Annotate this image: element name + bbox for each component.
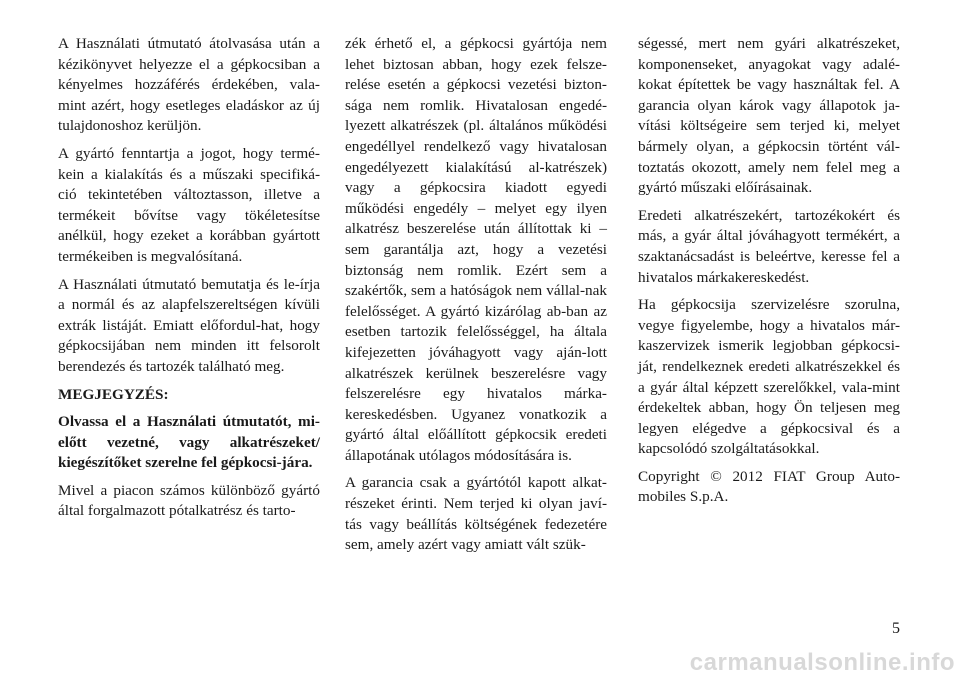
text-column-2 [345, 34, 607, 563]
watermark-text: carmanualsonline.info [689, 649, 955, 676]
paragraph: A gyártó fenntartja a jogot, hogy termé-kein a kialakítás és a műszaki specifiká-ció tekintetében változtasson, illetve a termékeit bővítse vagy tökéletesítse anélkül, hogy ezeket a korábban gyártott termékeiben is megvalósítaná. [58, 144, 320, 265]
note-heading: MEGJEGYZÉS: [58, 385, 169, 403]
copyright-text: Copyright © 2012 FIAT Group Auto-mobiles S.p.A. [638, 467, 900, 506]
paragraph: ségessé, mert nem gyári alkatrészeket, komponenseket, anyagokat vagy adalé-kokat építettek be vagy használtak fel. A garancia olyan károk vagy állapotok ja-vítási költségeire sem terjed ki, melyet bármely olyan, a gépkocsin történt vál-toztatás okozott, amely nem felel meg a gyártó műszaki előírásainak. [638, 35, 900, 197]
paragraph: A Használati útmutató bemutatja és le-írja a normál és az alapfelszereltségen kívüli extrák listáját. Emiatt előfordul-hat, hogy gépkocsijában nem minden itt felsorolt berendezés és tartozék található meg. [58, 275, 320, 375]
text-column-3 [638, 34, 900, 515]
paragraph: Eredeti alkatrészekért, tartozékokért és más, a gyár által jóváhagyott termékért, a szaktanácsadást is beleértve, keresse fel a hivatalos márkakereskedést. [638, 206, 900, 286]
paragraph: A Használati útmutató átolvasása után a kézikönyvet helyezze el a gépkocsiban a kényelmes hozzáférés érdekében, vala-mint azért, hogy esetleges eladáskor az új tulajdonoshoz kerüljön. [58, 35, 320, 135]
note-text: Olvassa el a Használati útmutatót, mi-előtt vezetné, vagy alkatrészeket/ kiegészítőket szerelne fel gépkocsi-jára. [58, 413, 320, 472]
paragraph: A garancia csak a gyártótól kapott alkat-részeket érinti. Nem terjed ki olyan javí-tás vagy beállítás költségének fedezetére sem, amely azért vagy amiatt vált szük- [345, 474, 607, 554]
page-number: 5 [892, 620, 900, 637]
text-column-1 [58, 34, 320, 529]
paragraph: zék érhető el, a gépkocsi gyártója nem lehet biztosan abban, hogy ezek felsze-relése esetén a gépkocsi vezetési bizton-sága nem romlik. Hivatalosan engedé-lyezett alkatrészek (pl. általános működési engedéllyel rendelkező vagy hivatalosan engedélyezett kialakítású al-katrészek) vagy a gépkocsira kiadott egyedi működési engedély – melyet egy ilyen alkatrész beszerelése után állítottak ki – sem garantálja azt, hogy a vezetési biztonság nem romlik. Ezért sem a szakértők, sem a hatóságok nem vállal-nak felelősséget. A gyártó kizárólag ab-ban az esetben tartozik felelősséggel, ha általa kifejezetten jóváhagyott vagy aján-lott alkatrészek kerülnek beszerelésre vagy felszerelésre egy hivatalos márka-kereskedésben. Ugyanez vonatkozik a gyártó által előállított gépkocsik eredeti állapotának utólagos módosítására is. [345, 35, 607, 464]
paragraph: Ha gépkocsija szervizelésre szorulna, vegye figyelembe, hogy a hivatalos már-kaszervizek ismerik legjobban gépkocsi-ját, rendelkeznek eredeti alkatrészekkel és a gyár által képzett szerelőkkel, vala-mint érdekeltek abban, hogy Ön teljesen meg legyen elégedve a gépkocsival és a kapcsolódó szolgáltatásokkal. [638, 296, 900, 458]
paragraph: Mivel a piacon számos különböző gyártó által forgalmazott pótalkatrész és tarto- [58, 481, 320, 520]
